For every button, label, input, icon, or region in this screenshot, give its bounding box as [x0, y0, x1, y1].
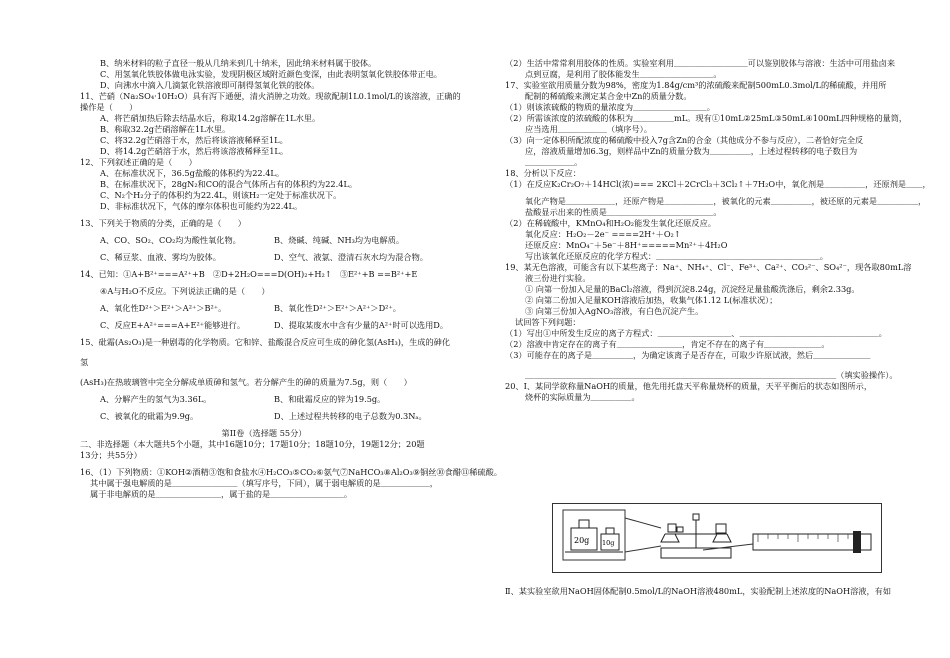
text-line: 13分；共55分）: [80, 450, 142, 460]
text-line: B、纳米材料的粒子直径一般从几纳米到几十纳米，因此纳米材料属于胶体。: [100, 58, 377, 68]
option-text: A、CO、SO₂、CO₂均为酸性氧化物。: [100, 235, 241, 245]
text-line: 12、下列叙述正确的是（ ）: [80, 157, 197, 167]
option-text: D、空气、液氯、澄清石灰水均为混合物。: [274, 252, 428, 262]
text-line: 19、某无色溶液，可能含有以下某些离子：Na⁺、NH₄⁺、Cl⁻、Fe³⁺、Ca²⁺、CO₃²⁻、SO₄²⁻，现各取80mL溶: [505, 262, 912, 272]
option-row: [80, 394, 448, 405]
text-line: （1）在反应K₂Cr₂O₇＋14HCl(浓)=== 2KCl＋2CrCl₃＋3Cl₂↑＋7H₂O中，氧化剂是＿＿＿＿＿，还原剂是＿＿，: [505, 179, 931, 189]
text-line: （2）在稀硫酸中，KMnO₄和H₂O₂能发生氧化还原反应。: [505, 218, 716, 228]
text-line: 点到豆腐，是利用了胶体能发生＿＿＿＿＿＿＿＿＿。: [525, 69, 722, 79]
text-line: 其中属于强电解质的是＿＿＿＿＿＿＿＿（填写序号，下同），属于弱电解质的是＿＿＿＿＿＿，: [90, 478, 438, 488]
text-line: 17、实验室欲用质量分数为98%，密度为1.84g/cm³的浓硫酸来配制500mL0.3mol/L的稀硫酸，并用所: [505, 80, 887, 90]
option-text: A、氧化性D²⁺＞E²⁺＞A²⁺＞B²⁺。: [100, 303, 227, 313]
option-text: C、反应E+A²⁺===A+E²⁺能够进行。: [100, 320, 246, 330]
text-line: 18、分析以下反应：: [505, 168, 581, 178]
text-line: D、非标准状况下，气体的摩尔体积也可能约为22.4L。: [100, 201, 303, 211]
option-text: B、烧碱、纯碱、NH₃均为电解质。: [274, 235, 405, 245]
beaker: [716, 524, 726, 533]
spacer: [80, 348, 448, 357]
text-line: ＿＿＿＿＿＿。: [525, 157, 583, 167]
text-line: 氢: [80, 357, 89, 367]
rider: [853, 531, 861, 553]
text-line: 11、芒硝（Na₂SO₄·10H₂O）具有泻下通便，清火消肿之功效。现欲配制1L0.1mol/L的该溶液，正确的: [80, 91, 461, 101]
text-line: 氧化产物是＿＿＿＿＿＿，还原产物是＿＿＿＿＿＿，被氧化的元素＿＿＿＿＿，被还原的元素是＿＿＿＿＿，: [525, 196, 927, 206]
text-line: 氧化反应：H₂O₂－2e⁻ ====2H⁺＋O₂↑: [525, 229, 681, 239]
text-line: (AsH₃)在热玻璃管中完全分解成单质砷和氢气。若分解产生的砷的质量为7.5g，则（ ）: [80, 377, 412, 387]
text-line: 属于非电解质的是＿＿＿＿＿＿＿＿，属于盐的是＿＿＿＿＿＿＿＿＿。: [90, 489, 353, 499]
option-text: D、提取某废水中含有少量的A²⁺时可以选用D。: [274, 320, 449, 330]
text-line: 盐酸显示出来的性质是＿＿＿＿＿＿＿＿＿＿＿＿＿。: [525, 207, 722, 217]
weight-10g-label: 10g: [602, 539, 615, 547]
option-text: C、被氧化的砒霜为9.9g。: [100, 411, 199, 421]
option-text: A、分解产生的氢气为3.36L。: [100, 394, 212, 404]
option-row: [80, 252, 448, 263]
text-line: （2）所需该浓度的浓硫酸的体积为＿＿＿＿＿mL。现有①10mL②25mL③50mL④100mL四种规格的量筒，: [505, 113, 908, 123]
text-line: 二、非选择题（本大题共5个小题，其中16题10分；17题10分；18题10分，19题12分；20题: [80, 439, 425, 449]
text-line: （2）溶液中肯定存在的离子有＿＿＿＿＿＿＿＿，肯定不存在的离子有＿＿＿＿＿＿＿。: [505, 339, 830, 349]
spacer: [80, 368, 448, 377]
text-line: ① 向第一份加入足量的BaCl₂溶液，得到沉淀8.24g，沉淀经足量盐酸洗涤后，剩余2.33g。: [525, 284, 860, 294]
text-line: 试回答下列问题：: [515, 317, 581, 327]
text-line: （1）则该浓硫酸的物质的量浓度为＿＿＿＿＿＿＿＿＿。: [505, 102, 715, 112]
text-line: B、称取32.2g芒硝溶解在1L水里。: [100, 124, 231, 134]
text-line: 写出该氧化还原反应的化学方程式：＿＿＿＿＿＿＿＿＿＿＿＿＿＿＿＿＿＿＿＿。: [525, 251, 828, 261]
text-line: 14、已知：①A+B²⁺===A²⁺+B ②D+2H₂O===D(OH)₂+H₂↑ ③E²⁺+B ==B²⁺+E: [80, 269, 418, 279]
text-line: C、用氢氧化铁胶体做电泳实验，发现阴极区域附近颜色变深，由此表明氢氧化铁胶体带正电。: [100, 69, 442, 79]
option-text: D、上述过程共转移的电子总数为0.3Nₐ。: [274, 411, 427, 421]
balance-figure: [552, 503, 882, 573]
weight-20g-label: 20g: [574, 536, 590, 545]
spacer: [505, 361, 895, 370]
option-row: [80, 320, 448, 331]
text-line: （3）可能存在的离子是＿＿＿＿＿，为确定该离子是否存在，可取少许原试液，然后＿＿＿＿＿＿＿: [505, 350, 871, 360]
text-line: ② 向第二份加入足量KOH溶液后加热，收集气体1.12 L(标准状况）；: [525, 295, 778, 305]
text-line: 还原反应：MnO₄⁻＋5e⁻＋8H⁺=====Mn²⁺＋4H₂O: [525, 240, 728, 250]
text-line: 13、下列关于物质的分类，正确的是（ ）: [80, 218, 246, 228]
text-line: C、N₂个H₂分子的体积约为22.4L，则该H₂一定处于标准状况下。: [100, 190, 342, 200]
text-line: D、向沸水中滴入几滴氯化铁溶液即可制得氢氧化铁的胶体。: [100, 80, 320, 90]
balance-base: [661, 548, 731, 558]
option-row: [80, 411, 448, 422]
text-line: 烧杯的实际质量为＿＿＿＿＿。: [525, 392, 640, 402]
option-text: B、和砒霜反应的锌为19.5g。: [274, 394, 386, 404]
text-line: A、将芒硝加热后除去结晶水后，称取14.2g溶解在1L水里。: [100, 113, 321, 123]
left-column: [80, 58, 502, 500]
option-text: B、氧化性D²⁺＞E²⁺＞A²⁺＞D²⁺。: [274, 303, 401, 313]
text-line: 第II卷（选择题 55分）: [221, 428, 307, 438]
text-line: 配制的稀硫酸来测定某合金中Zn的质量分数。: [525, 91, 692, 101]
balance-diagram: [553, 504, 881, 572]
text-line: D、将14.2g芒硝溶于水，然后将该溶液稀释至1L。: [100, 146, 289, 156]
text-line: 20、Ⅰ、某同学欲称量NaOH的质量，他先用托盘天平称量烧杯的质量，天平平衡后的状态如图所示，: [505, 381, 873, 391]
text-line: （2）生活中常常利用胶体的性质。实验室利用＿＿＿＿＿＿＿＿＿可以鉴别胶体与溶液：生活中可用盐卤来: [505, 58, 896, 68]
bottom-right-line: Ⅱ、某实验室欲用NaOH固体配制0.5mol/L的NaOH溶液480mL，实验配制上述浓度的NaOH溶液，有如: [505, 586, 892, 596]
right-column: [505, 58, 931, 403]
text-line: A、在标准状况下，36.5g盐酸的体积约为22.4L。: [100, 168, 285, 178]
text-line: 15、砒霜(As₂O₃)是一种剧毒的化学物质。它和锌、盐酸混合反应可生成的砷化氢(AsH₃)，生成的砷化: [80, 337, 451, 347]
option-row: [80, 235, 448, 246]
text-line: C、将32.2g芒硝溶于水，然后将该溶液稀释至1L。: [100, 135, 288, 145]
text-line: 液三份进行实验。: [525, 273, 591, 283]
text-line: ③ 向第三份加入AgNO₃溶液，有白色沉淀产生。: [525, 306, 704, 316]
text-line: B、在标准状况下，28gN₂和CO的混合气体所占有的体积约为22.4L。: [100, 179, 358, 189]
text-line: 应当选用＿＿＿＿＿＿（填序号）。: [525, 124, 652, 134]
option-row: [80, 303, 448, 314]
text-line: 操作是（ ）: [80, 102, 138, 112]
text-line: （3）向一定体积所配浓度的稀硫酸中投入7g含Zn的合金（其他成分不参与反应），二者恰好完全反: [505, 135, 864, 145]
text-line: ＿＿＿＿＿＿＿＿＿＿＿＿＿＿＿＿＿＿＿＿＿＿＿＿＿＿＿＿＿＿＿＿＿＿＿＿＿＿（填实验操作）。: [525, 370, 898, 380]
text-line: 应，溶液质量增加6.3g，则样品中Zn的质量分数为＿＿＿＿＿，上述过程转移的电子数目为: [525, 146, 858, 156]
text-line: （1）写出①中所发生反应的离子方程式：＿＿＿＿＿＿＿＿＿、＿＿＿＿＿＿＿＿＿＿＿＿＿＿＿＿＿。: [505, 328, 887, 338]
text-line: 16、（1）下列物质：①KOH②酒精③饱和食盐水④H₂CO₃⑤CO₂⑥氨气⑦NaHCO₃⑧Al₂O₃⑨铜丝⑩食醋⑪稀硫酸。: [80, 467, 502, 477]
option-text: C、稀豆浆、血液、雾均为胶体。: [100, 252, 221, 262]
text-line: ④A与H₂O不反应。下列说法正确的是（ ）: [100, 286, 270, 296]
